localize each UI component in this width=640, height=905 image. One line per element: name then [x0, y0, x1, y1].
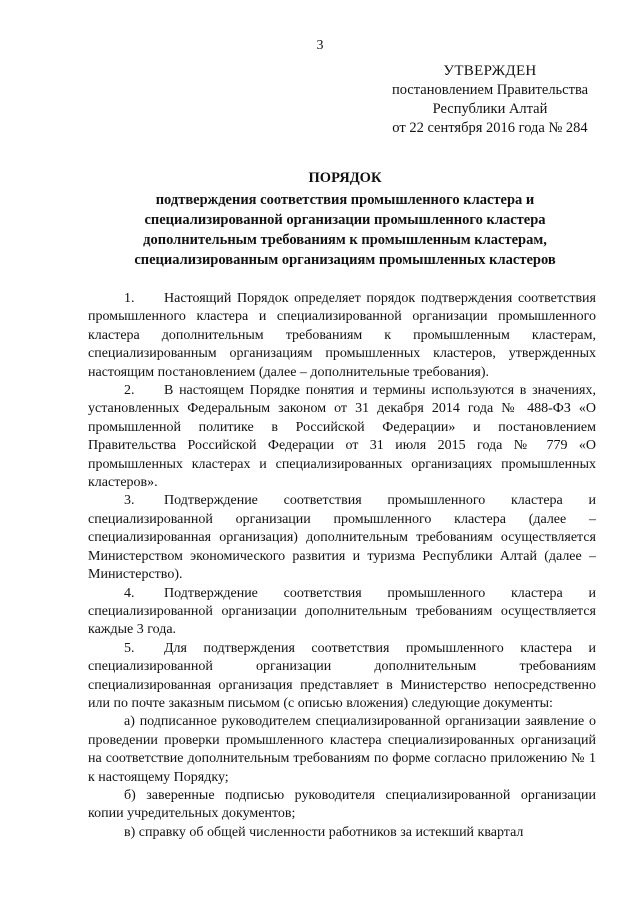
document-subtitle: подтверждения соответствия промышленного кластера и специализированной организации промышленного кластера дополнительным требованиям к промышленным кластерам, специализированным организациям промышленных кластеров: [134, 192, 556, 268]
paragraph-number: 1.: [124, 291, 135, 306]
list-item-c: [88, 824, 596, 842]
paragraph-1: [88, 290, 596, 382]
page-number: 3: [316, 38, 324, 53]
approval-line-1: постановлением Правительства: [391, 82, 589, 98]
paragraph-2: [88, 382, 596, 492]
paragraph-text: Для подтверждения соответствия промышленного кластера и специализированной организации дополнительным требованиям специализированная организация представляет в Министерство непосредственно или по почте заказным письмом (с описью вложения) следующие документы:: [88, 640, 596, 711]
paragraph-text: в) справку об общей численности работников за истекший квартал: [124, 824, 524, 840]
paragraph-text: Настоящий Порядок определяет порядок подтверждения соответствия промышленного кластера и специализированной организации промышленного кластера дополнительным требованиям к промышленным кластерам, специализированным организациям промышленных кластеров, утвержденных настоящим постановлением (далее – дополнительные требования).: [88, 291, 596, 380]
paragraph-text: а) подписанное руководителем специализированной организации заявление о проведении проверки промышленного кластера специализированных организаций на соответствие дополнительным требованиям по форме согласно приложению № 1 к настоящему Порядку;: [88, 714, 596, 785]
paragraph-text: Подтверждение соответствия промышленного кластера и специализированной организации промышленного кластера (далее – специализированная организация) дополнительным требованиям осуществляется Министерством экономического развития и туризма Республики Алтай (далее – Министерство).: [88, 493, 596, 583]
document-title: ПОРЯДОК: [308, 170, 382, 186]
document-body: [88, 290, 596, 842]
paragraph-text: Подтверждение соответствия промышленного кластера и специализированной организации дополнительным требованиям осуществляется каждые 3 года.: [88, 585, 596, 638]
paragraph-number: 4.: [124, 585, 135, 601]
paragraph-text: б) заверенные подписью руководителя специализированной организации копии учредительных документов;: [88, 787, 596, 822]
paragraph-number: 5.: [124, 640, 135, 656]
paragraph-number: 3.: [124, 493, 135, 509]
approval-line-2: Республики Алтай: [432, 101, 548, 117]
paragraph-5: [88, 640, 596, 714]
approval-line-3: от 22 сентября 2016 года № 284: [392, 120, 588, 136]
approval-word: УТВЕРЖДЕН: [443, 63, 537, 79]
paragraph-4: [88, 585, 596, 640]
paragraph-number: 2.: [124, 383, 135, 399]
paragraph-text: В настоящем Порядке понятия и термины используются в значениях, установленных Федеральным законом от 31 декабря 2014 года № 488-ФЗ «О промышленной политике в Российской Федерации» и постановлением Правительства Российской Федерации от 31 июля 2015 года № 779 «О промышленных кластерах и специализированных организациях промышленных кластеров».: [88, 383, 596, 491]
list-item-b: [88, 787, 596, 824]
paragraph-3: [88, 492, 596, 584]
list-item-a: [88, 713, 596, 787]
approval-block: [360, 62, 620, 138]
